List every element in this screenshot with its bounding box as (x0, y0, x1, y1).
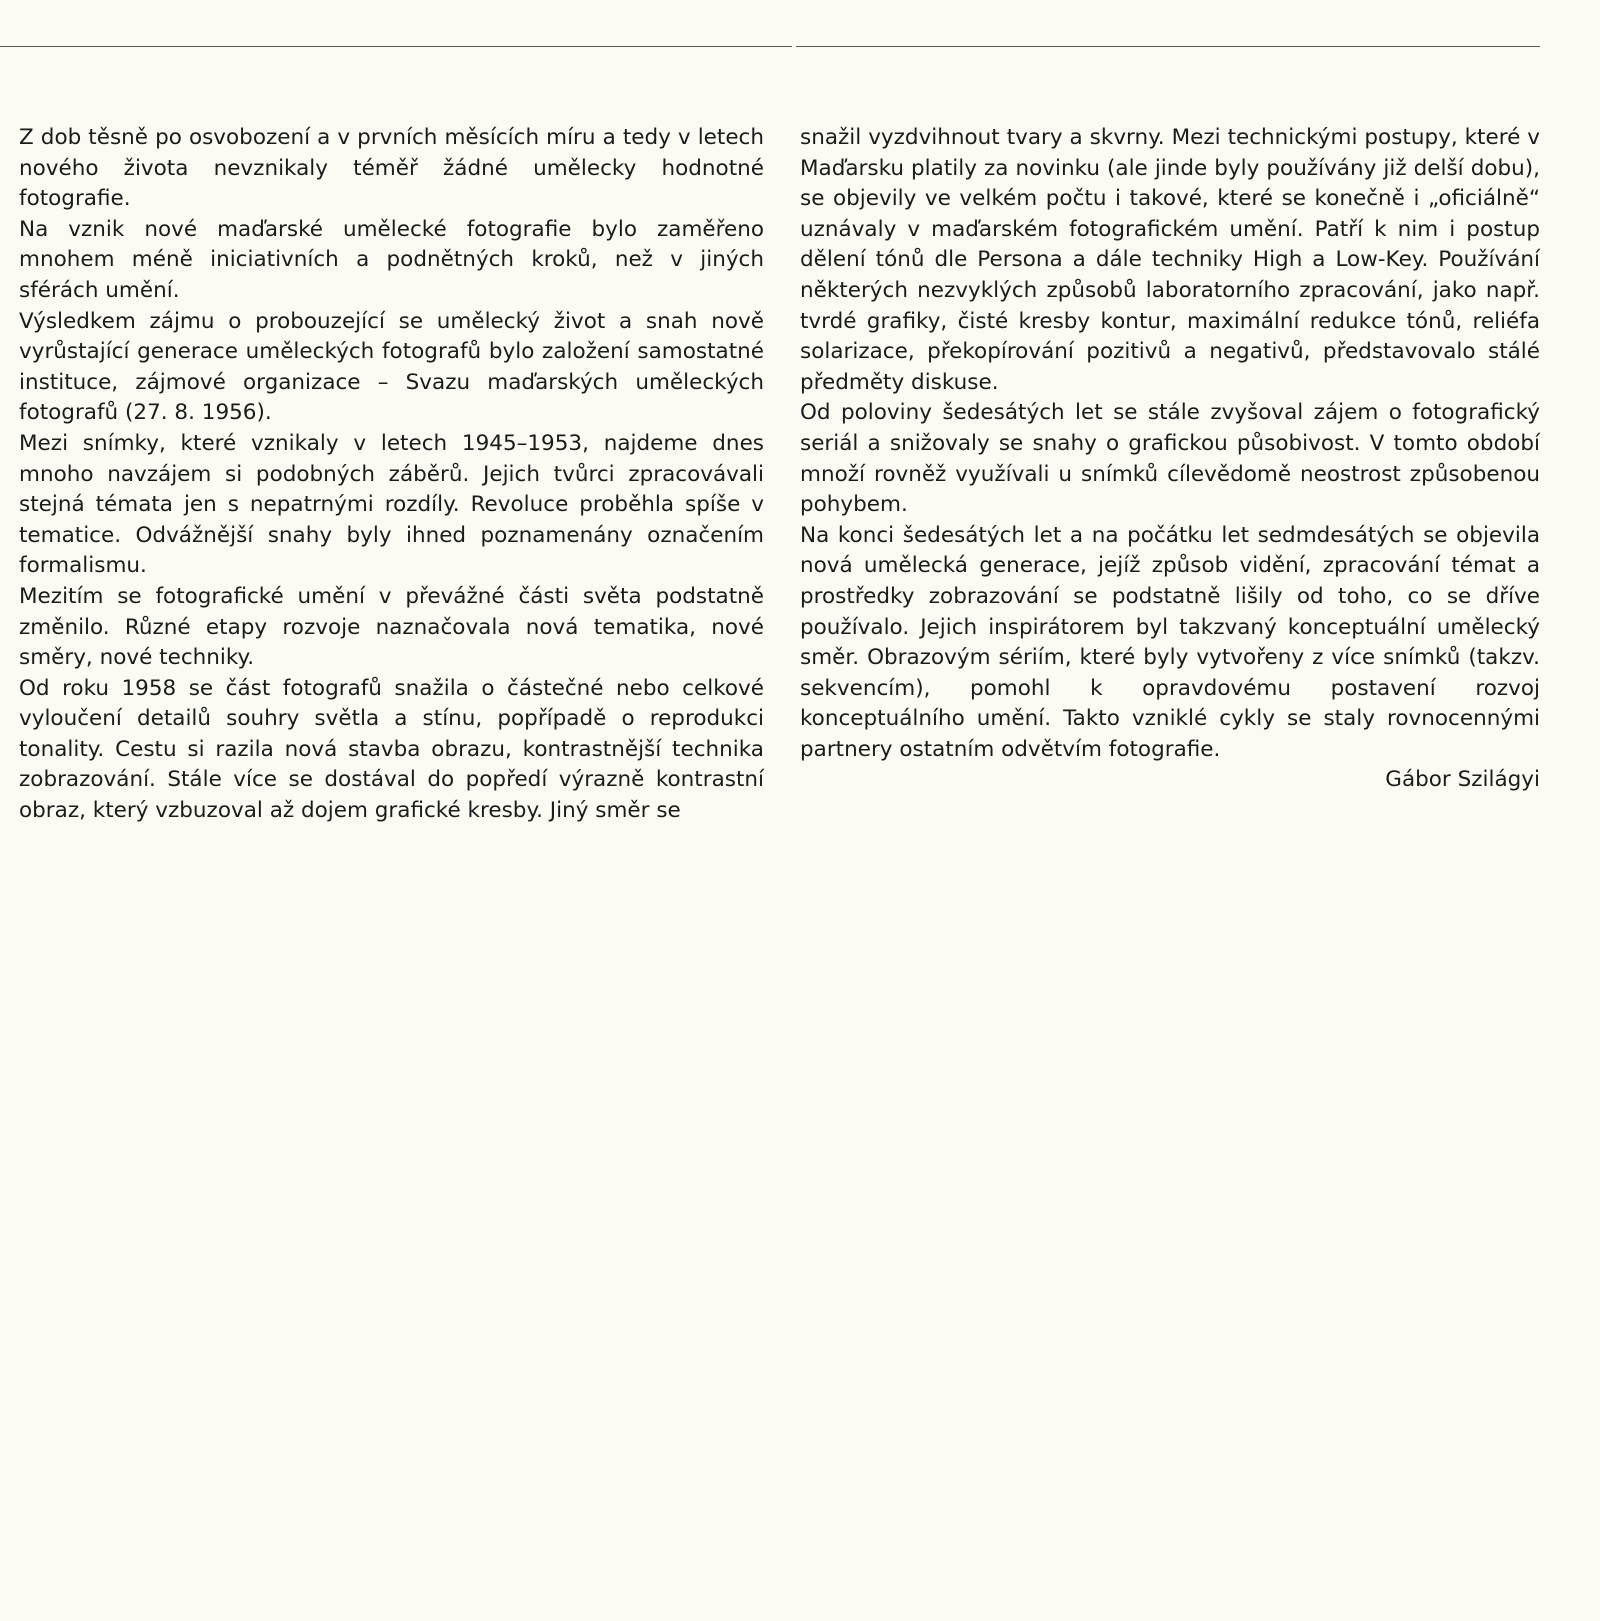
paragraph: Na vznik nové maďarské umělecké fotografie bylo zaměřeno mnohem méně iniciativních a podnětných kroků, než v jiných sférách umění. (19, 216, 764, 303)
top-rule-left (0, 46, 792, 47)
text-column-right (800, 123, 1540, 796)
text-column-left (19, 123, 764, 827)
author-signature: Gábor Szilágyi (1385, 767, 1540, 793)
top-rule-right (796, 46, 1540, 47)
paragraph: Výsledkem zájmu o probouzející se umělecký život a snah nově vyrůstající generace uměleckých fotografů bylo založení samostatné instituce, zájmové organizace – Svazu maďarských uměleckých fotografů (27. 8. 1956). (19, 308, 764, 426)
paragraph: Z dob těsně po osvobození a v prvních měsících míru a tedy v letech nového života nevznikaly téměř žádné umělecky hodnotné fotografie. (19, 125, 764, 212)
paragraph: Mezi snímky, které vznikaly v letech 1945–1953, najdeme dnes mnoho navzájem si podobných záběrů. Jejich tvůrci zpracovávali stejná témata jen s nepatrnými rozdíly. Revoluce proběhla spíše v tematice. Odvážnější snahy byly ihned poznamenány označením formalismu. (19, 430, 764, 579)
paragraph: Od poloviny šedesátých let se stále zvyšoval zájem o fotografický seriál a snižovaly se snahy o grafickou působivost. V tomto období množí rovněž využívali u snímků cílevědomě neostrost způsobenou pohybem. (800, 400, 1540, 518)
paragraph: Na konci šedesátých let a na počátku let sedmdesátých se objevila nová umělecká generace, jejíž způsob vidění, zpracování témat a prostředky zobrazování se podstatně lišily od toho, co se dříve používalo. Jejich inspirátorem byl takzvaný konceptuální umělecký směr. Obrazovým sériím, které byly vytvořeny z více snímků (takzv. sekvencím), pomohl k opravdovému postavení rozvoj konceptuálního umění. Takto vzniklé cykly se staly rovnocennými partnery ostatním odvětvím fotografie. (800, 522, 1540, 762)
paragraph: Mezitím se fotografické umění v převážné části světa podstatně změnilo. Různé etapy rozvoje naznačovala nová tematika, nové směry, nové techniky. (19, 583, 764, 671)
paragraph: snažil vyzdvihnout tvary a skvrny. Mezi technickými postupy, které v Maďarsku platily za novinku (ale jinde byly používány již delší dobu), se objevily ve velkém počtu i takové, které se konečně i „oficiálně“ uznávaly v maďarském fotografickém umění. Patří k nim i postup dělení tónů dle Persona a dále techniky High a Low-Key. Používání některých nezvyklých způsobů laboratorního zpracování, jako např. tvrdé grafiky, čisté kresby kontur, maximální redukce tónů, reliéfa solarizace, překopírování pozitivů a negativů, představovalo stálé předměty diskuse. (800, 125, 1540, 395)
paragraph: Od roku 1958 se část fotografů snažila o částečné nebo celkové vyloučení detailů souhry světla a stínu, popřípadě o reprodukci tonality. Cestu si razila nová stavba obrazu, kontrastnější technika zobrazování. Stále více se dostával do popředí výrazně kontrastní obraz, který vzbuzoval až dojem grafické kresby. Jiný směr se (19, 675, 764, 824)
